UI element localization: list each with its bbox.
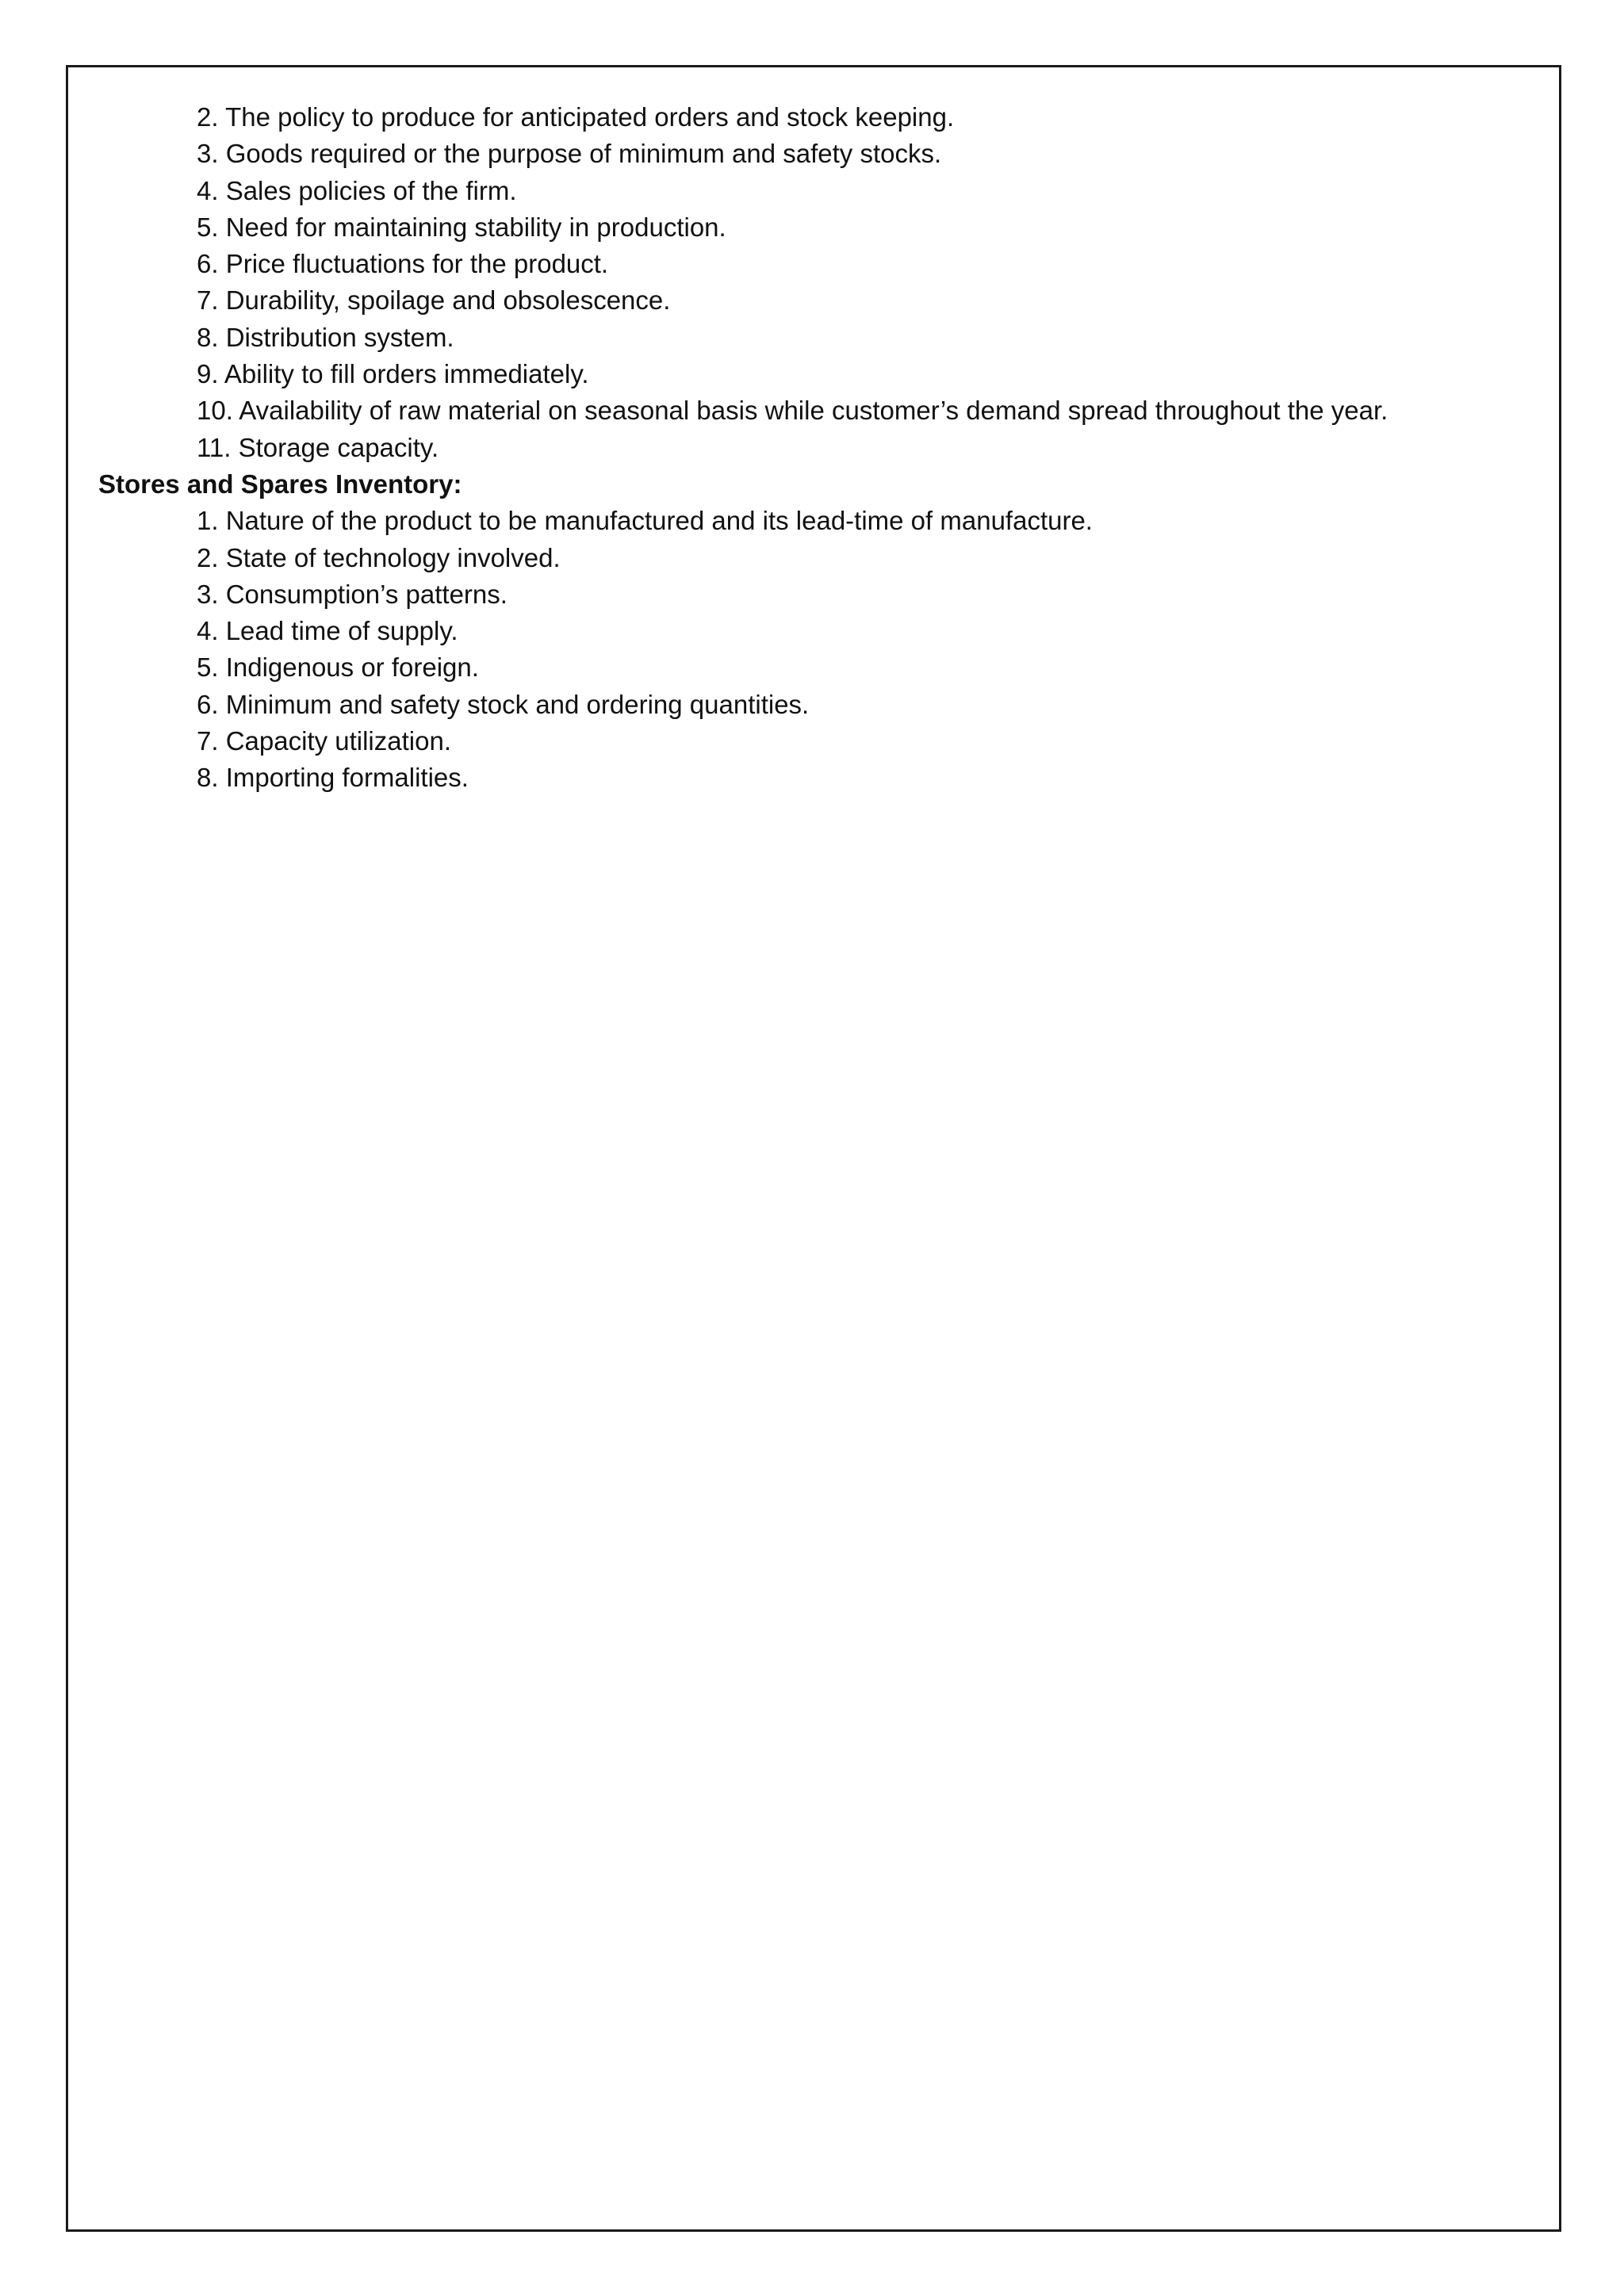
list-item: 1. Nature of the product to be manufactured and its lead-time of manufacture. <box>197 506 1093 536</box>
list-item: 8. Importing formalities. <box>197 763 469 793</box>
list-item: 5. Indigenous or foreign. <box>197 652 479 683</box>
list-item: 6. Price fluctuations for the product. <box>197 249 609 279</box>
list-item: 7. Durability, spoilage and obsolescence. <box>197 285 671 316</box>
section-heading: Stores and Spares Inventory: <box>98 469 462 499</box>
list-item: 8. Distribution system. <box>197 322 454 352</box>
document-content <box>98 99 1542 797</box>
list-item: 4. Lead time of supply. <box>197 616 458 646</box>
list-item: 2. The policy to produce for anticipated orders and stock keeping. <box>197 102 955 132</box>
list-item: 3. Goods required or the purpose of minimum and safety stocks. <box>197 139 942 169</box>
list-item: 5. Need for maintaining stability in production. <box>197 212 726 242</box>
list-item: 7. Capacity utilization. <box>197 726 451 756</box>
finished-goods-factors-list <box>98 99 1542 466</box>
list-item: 11. Storage capacity. <box>197 432 439 462</box>
list-item: 2. State of technology involved. <box>197 542 561 572</box>
list-item: 9. Ability to fill orders immediately. <box>197 359 589 389</box>
list-item: 4. Sales policies of the firm. <box>197 175 517 205</box>
list-item: 10. Availability of raw material on seasonal basis while customer’s demand spread throughout the year. <box>197 396 1388 426</box>
list-item: 6. Minimum and safety stock and ordering quantities. <box>197 689 810 719</box>
stores-spares-factors-list <box>98 503 1542 796</box>
list-item: 3. Consumption’s patterns. <box>197 579 508 609</box>
